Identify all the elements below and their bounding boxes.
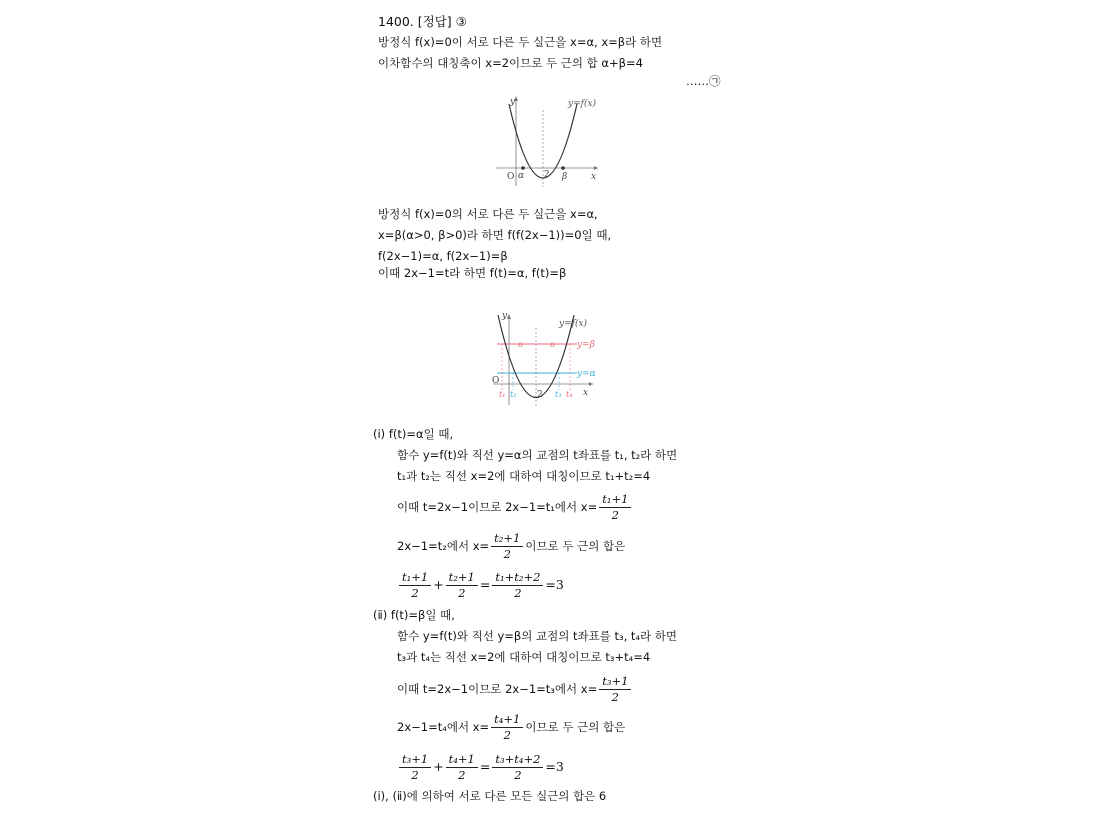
fraction <box>399 570 431 601</box>
fraction-denominator: 2 <box>458 586 466 600</box>
case-1-line-4 <box>397 531 625 562</box>
conclusion: (ⅰ), (ⅱ)에 의하여 서로 다른 모든 실근의 합은 6 <box>373 789 607 803</box>
case-2-line-3 <box>397 674 633 705</box>
tick-mark-beta-left: o <box>518 340 523 349</box>
fraction-numerator: t₂+1 <box>491 531 523 547</box>
curve-label: y=f(x) <box>559 319 588 329</box>
text-line-3: 방정식 f(x)=0의 서로 다른 두 실근을 x=α, <box>378 207 598 221</box>
fraction-denominator: 2 <box>503 728 511 742</box>
fraction-denominator: 2 <box>411 586 419 600</box>
equals-sign: = <box>479 759 491 774</box>
fraction-denominator: 2 <box>503 547 511 561</box>
fraction <box>492 752 543 783</box>
y-axis-label: y <box>510 97 516 107</box>
x-axis-label: x <box>591 172 597 182</box>
t3-label: t₃ <box>555 390 562 399</box>
text-line-6: 이때 2x−1=t라 하면 f(t)=α, f(t)=β <box>378 266 567 280</box>
y-axis-label: y <box>502 311 508 321</box>
sum-result: =3 <box>545 759 564 774</box>
case-2-line-1: 함수 y=f(t)와 직선 y=β의 교점의 t좌표를 t₃, t₄라 하면 <box>397 629 678 643</box>
fraction-numerator: t₃+t₄+2 <box>492 752 543 768</box>
graph-1 <box>490 92 620 192</box>
origin-label: O <box>507 172 515 182</box>
fraction-denominator: 2 <box>514 768 522 782</box>
fraction <box>399 752 431 783</box>
x-axis-arrow-icon <box>594 166 598 170</box>
fraction-numerator: t₄+1 <box>446 752 478 768</box>
fraction <box>599 492 631 523</box>
case-1-line-2: t₁과 t₂는 직선 x=2에 대하여 대칭이므로 t₁+t₂=4 <box>397 469 651 483</box>
line-alpha-label: y=α <box>577 369 596 379</box>
equation-marker: ……㉠ <box>686 74 721 88</box>
beta-label: β <box>562 172 568 182</box>
fraction <box>492 570 543 601</box>
fraction-denominator: 2 <box>411 768 419 782</box>
case-1-sum <box>397 570 564 601</box>
fraction <box>446 570 478 601</box>
fraction <box>446 752 478 783</box>
curve-label: y=f(x) <box>568 99 597 109</box>
fraction-numerator: t₄+1 <box>491 712 523 728</box>
sum-result: =3 <box>545 577 564 592</box>
fraction-numerator: t₃+1 <box>599 674 631 690</box>
y-axis-arrow-icon <box>507 314 511 319</box>
x-axis-label: x <box>583 388 589 398</box>
plus-sign: + <box>433 759 444 774</box>
line-beta-label: y=β <box>577 340 595 350</box>
case-2-line-2: t₃과 t₄는 직선 x=2에 대하여 대칭이므로 t₃+t₄=4 <box>397 650 651 664</box>
case-1-line-3-text: 이때 t=2x−1이므로 2x−1=t₁에서 x= <box>397 500 598 514</box>
case-1-heading: (ⅰ) f(t)=α일 때, <box>373 427 454 441</box>
t1-label: t₁ <box>499 390 506 399</box>
problem-header: 1400. [정답] ③ <box>378 14 467 29</box>
two-label: 2 <box>537 390 543 400</box>
case-2-sum <box>397 752 564 783</box>
x-axis-arrow-icon <box>589 382 593 386</box>
two-label: 2 <box>544 170 550 180</box>
text-line-1: 방정식 f(x)=0이 서로 다른 두 실근을 x=α, x=β라 하면 <box>378 35 663 49</box>
fraction-numerator: t₁+1 <box>399 570 431 586</box>
fraction <box>491 531 523 562</box>
equals-sign: = <box>479 577 491 592</box>
fraction-denominator: 2 <box>514 586 522 600</box>
case-1-line-4-tail: 이므로 두 근의 합은 <box>525 539 626 553</box>
case-2-line-4-text: 2x−1=t₄에서 x= <box>397 720 490 734</box>
fraction-denominator: 2 <box>611 690 619 704</box>
beta-point <box>561 166 565 170</box>
case-1-line-4-text: 2x−1=t₂에서 x= <box>397 539 490 553</box>
case-2-line-3-text: 이때 t=2x−1이므로 2x−1=t₃에서 x= <box>397 682 598 696</box>
alpha-label: α <box>518 171 525 181</box>
fraction-denominator: 2 <box>611 508 619 522</box>
case-2-line-4-tail: 이므로 두 근의 합은 <box>525 720 626 734</box>
case-2-line-4 <box>397 712 625 743</box>
text-line-2: 이차함수의 대칭축이 x=2이므로 두 근의 합 α+β=4 <box>378 56 643 70</box>
case-1-line-1: 함수 y=f(t)와 직선 y=α의 교점의 t좌표를 t₁, t₂라 하면 <box>397 448 678 462</box>
fraction-numerator: t₁+t₂+2 <box>492 570 543 586</box>
fraction-numerator: t₂+1 <box>446 570 478 586</box>
t4-label: t₄ <box>566 390 573 399</box>
fraction-denominator: 2 <box>458 768 466 782</box>
case-1-line-3 <box>397 492 633 523</box>
origin-label: O <box>492 376 500 386</box>
fraction-numerator: t₃+1 <box>399 752 431 768</box>
fraction-numerator: t₁+1 <box>599 492 631 508</box>
text-line-4: x=β(α>0, β>0)라 하면 f(f(2x−1))=0일 때, <box>378 228 612 242</box>
tick-mark-beta-right: o <box>550 340 555 349</box>
fraction <box>599 674 631 705</box>
text-line-5: f(2x−1)=α, f(2x−1)=β <box>378 249 508 263</box>
alpha-point <box>521 166 525 170</box>
fraction <box>491 712 523 743</box>
case-2-heading: (ⅱ) f(t)=β일 때, <box>373 608 455 622</box>
plus-sign: + <box>433 577 444 592</box>
graph-2 <box>485 310 620 410</box>
t2-label: t₂ <box>510 390 517 399</box>
